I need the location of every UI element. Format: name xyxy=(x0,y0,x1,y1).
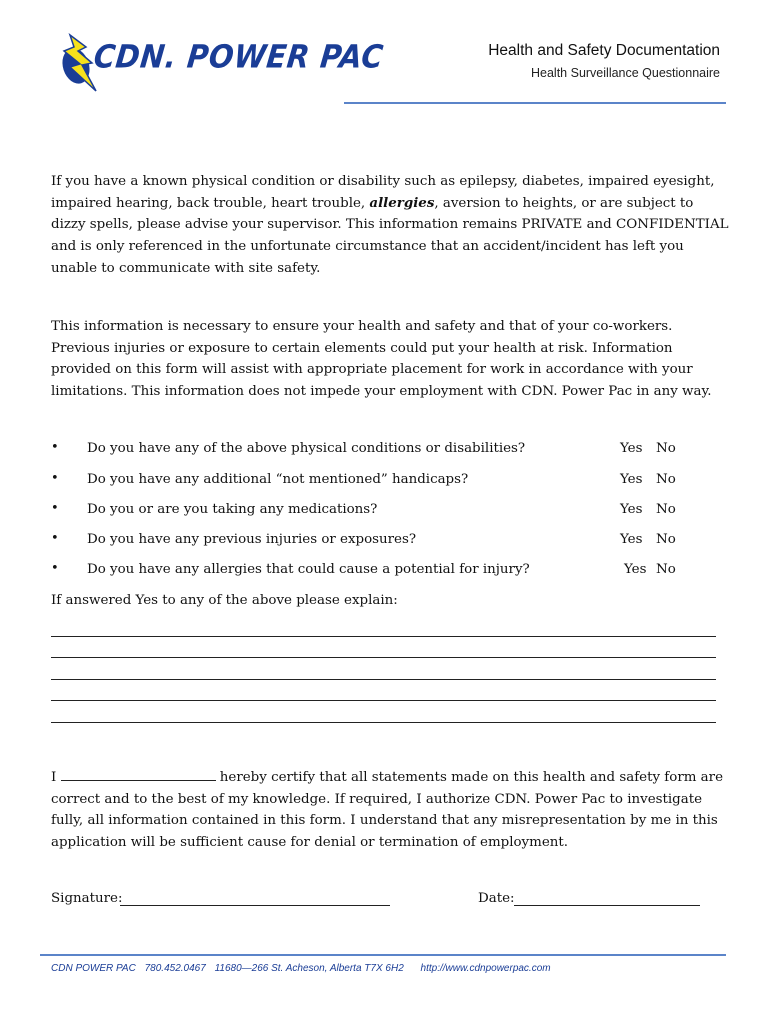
bullet: • xyxy=(51,531,59,546)
explain-label: If answered Yes to any of the above please explain: xyxy=(51,593,398,608)
explanation-line[interactable] xyxy=(51,679,716,680)
certification-paragraph xyxy=(51,766,731,854)
intro-emphasis: allergies xyxy=(369,194,435,211)
name-blank-field[interactable] xyxy=(61,766,216,781)
yes-option[interactable]: Yes xyxy=(620,502,643,517)
question-row xyxy=(51,532,691,552)
no-option[interactable]: No xyxy=(656,441,676,456)
header-divider xyxy=(344,102,726,104)
document-title: Health and Safety Documentation xyxy=(488,42,720,59)
footer-divider xyxy=(40,954,726,956)
yes-option[interactable]: Yes xyxy=(620,441,643,456)
no-option[interactable]: No xyxy=(656,472,676,487)
footer-url[interactable]: http://www.cdnpowerpac.com xyxy=(420,963,551,974)
explanation-line[interactable] xyxy=(51,636,716,637)
intro-text-end: , aversion to heights, or are subject to dizzy spells, please advise your supervisor. This information remains PRIVATE and CONFIDENTIAL and is only referenced in the unfortunate circumstance that an accident/incident has left you unable to communicate with site safety. xyxy=(51,195,729,276)
bullet: • xyxy=(51,440,59,455)
signature-label: Signature: xyxy=(51,891,123,906)
lightning-bolt-icon xyxy=(58,35,96,91)
question-row xyxy=(51,441,691,461)
yes-option[interactable]: Yes xyxy=(620,532,643,547)
question-text: Do you have any of the above physical conditions or disabilities? xyxy=(87,441,526,456)
explanation-line[interactable] xyxy=(51,657,716,658)
cert-prefix: I xyxy=(51,770,61,785)
purpose-paragraph: This information is necessary to ensure your health and safety and that of your co-workers. Previous injuries or exposure to certain elements could put your health at risk. Information provided on this form will assist with appropriate placement for work in accordance with your limitations. This information does not impede your employment with CDN. Power Pac in any way. xyxy=(51,319,712,400)
footer-phone: 780.452.0467 xyxy=(144,963,206,974)
bullet: • xyxy=(51,561,59,576)
bullet: • xyxy=(51,501,59,516)
footer xyxy=(51,963,557,974)
question-row xyxy=(51,472,691,492)
question-text: Do you or are you taking any medications? xyxy=(87,502,378,517)
question-text: Do you have any allergies that could cause a potential for injury? xyxy=(87,562,530,577)
cert-text: hereby certify that all statements made on this health and safety form are correct and to the best of my knowledge. If required, I authorize CDN. Power Pac to investigate fully, all information contained in this form. I understand that any misrepresentation by me in this application will be sufficient cause for denial or termination of employment. xyxy=(51,770,723,851)
question-row xyxy=(51,562,691,582)
intro-text-start: If you have a known physical condition or disability such as epilepsy, diabetes, impaired eyesight, impaired hearing, back trouble, heart trouble, xyxy=(51,174,715,211)
intro-paragraph xyxy=(51,171,731,280)
no-option[interactable]: No xyxy=(656,562,676,577)
logo-wordmark: CDN. POWER PAC xyxy=(92,38,386,76)
no-option[interactable]: No xyxy=(656,532,676,547)
question-text: Do you have any additional “not mentioned” handicaps? xyxy=(87,472,469,487)
question-text: Do you have any previous injuries or exposures? xyxy=(87,532,417,547)
yes-option[interactable]: Yes xyxy=(624,562,647,577)
date-field[interactable] xyxy=(514,905,700,906)
bullet: • xyxy=(51,471,59,486)
no-option[interactable]: No xyxy=(656,502,676,517)
date-label: Date: xyxy=(478,891,515,906)
document-subtitle: Health Surveillance Questionnaire xyxy=(531,66,720,80)
signature-field[interactable] xyxy=(120,905,390,906)
footer-address: 11680—266 St. Acheson, Alberta T7X 6H2 xyxy=(214,963,404,974)
question-row xyxy=(51,502,691,522)
explanation-line[interactable] xyxy=(51,722,716,723)
footer-company: CDN POWER PAC xyxy=(51,963,136,974)
explanation-line[interactable] xyxy=(51,700,716,701)
yes-option[interactable]: Yes xyxy=(620,472,643,487)
